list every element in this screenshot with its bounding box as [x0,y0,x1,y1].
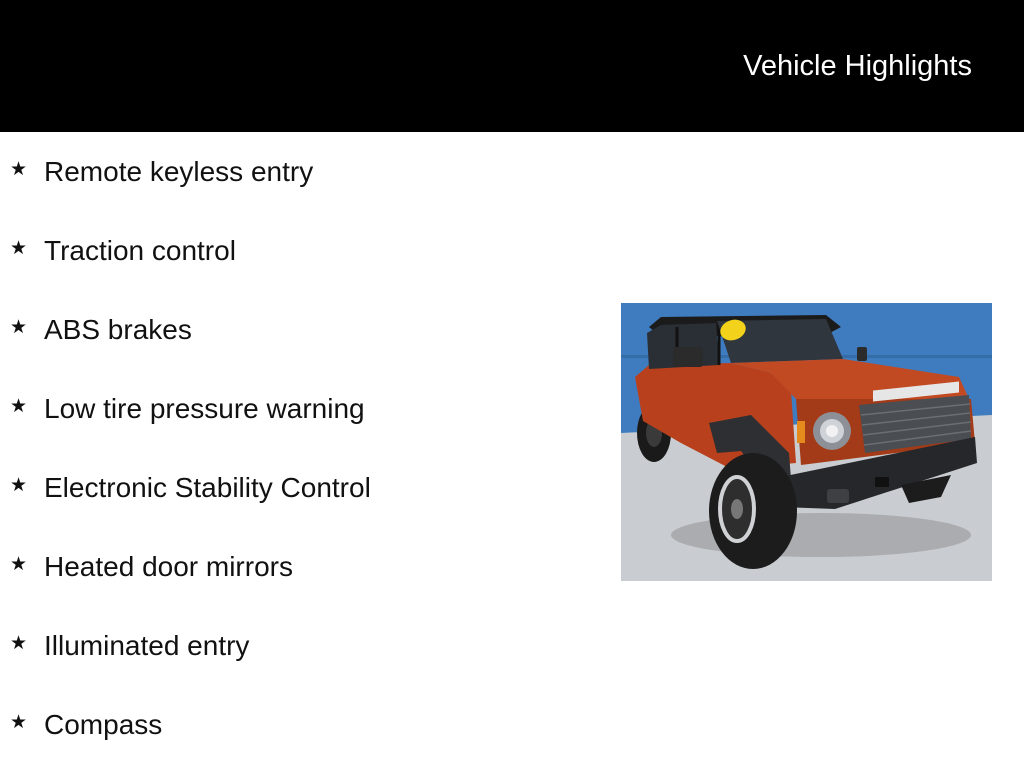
vehicle-photo [621,303,992,581]
feature-label: Illuminated entry [44,630,250,661]
list-item [10,389,365,429]
list-item [10,152,313,192]
feature-label: Remote keyless entry [44,156,314,187]
star-icon: ★ [10,474,28,496]
list-item [10,547,293,587]
star-icon: ★ [10,316,28,338]
list-item [10,310,192,350]
feature-label: Heated door mirrors [44,551,293,582]
list-item [10,626,249,666]
feature-label: Low tire pressure warning [44,393,365,424]
star-icon: ★ [10,395,28,417]
list-item [10,705,162,745]
header-bar [0,0,1024,132]
star-icon: ★ [10,237,28,259]
feature-label: Traction control [44,235,236,266]
feature-label: Electronic Stability Control [44,472,371,503]
list-item [10,468,371,508]
star-icon: ★ [10,553,28,575]
star-icon: ★ [10,711,28,733]
star-icon: ★ [10,632,28,654]
feature-label: Compass [44,709,163,740]
feature-label: ABS brakes [44,314,192,345]
page-title: Vehicle Highlights [743,50,972,82]
list-item [10,231,236,271]
star-icon: ★ [10,158,28,180]
